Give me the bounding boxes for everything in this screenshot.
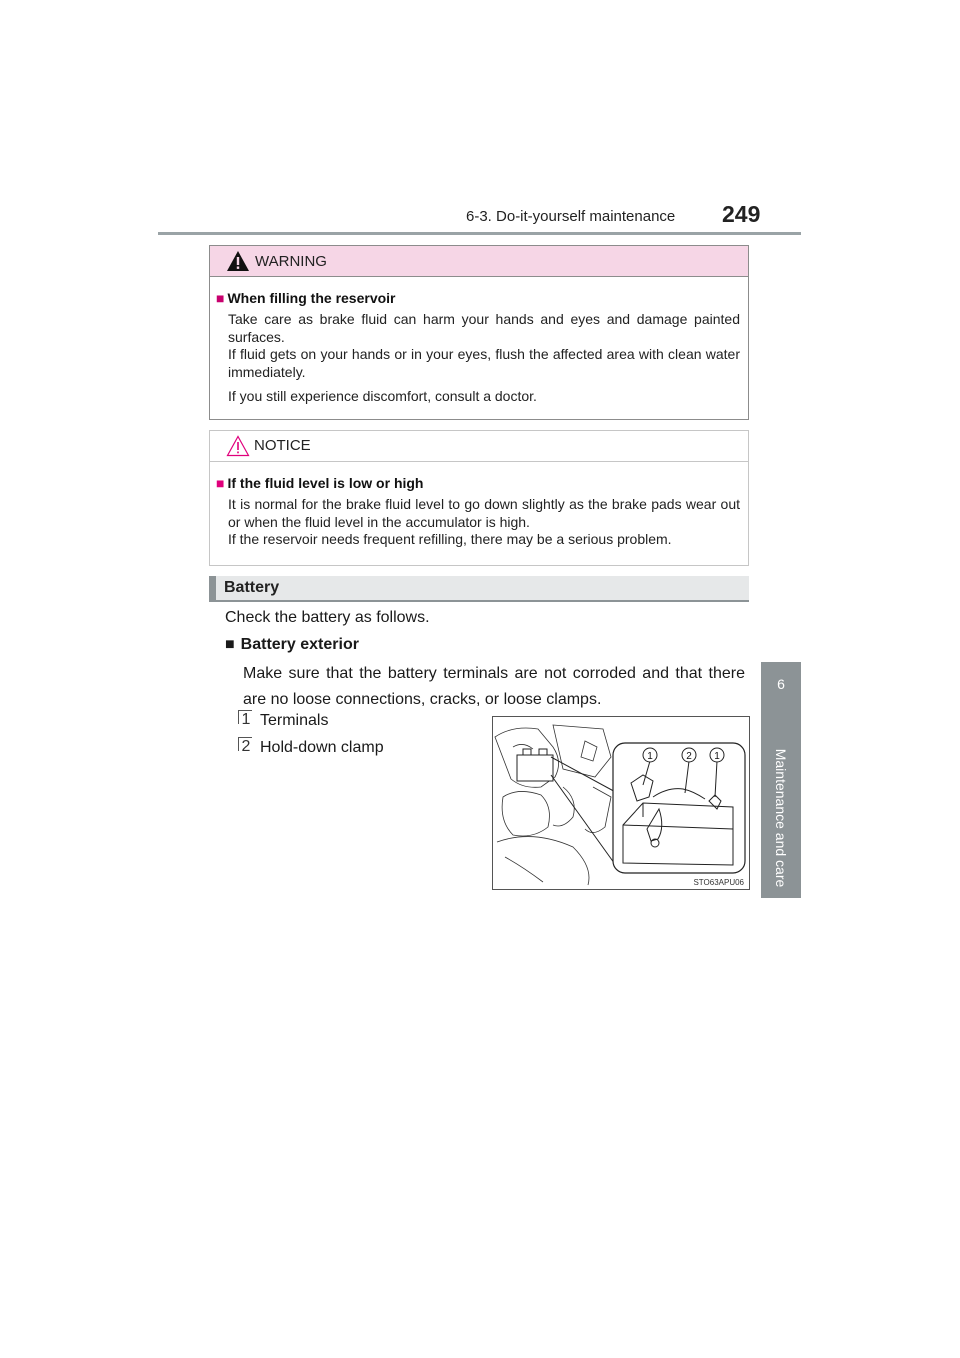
warning-title: ■ When filling the reservoir (216, 290, 396, 306)
chapter-label: Maintenance and care (773, 748, 789, 888)
notice-box (209, 430, 749, 566)
notice-label: NOTICE (254, 437, 311, 454)
item-number: 2 (238, 738, 254, 756)
battery-subheading: ■ Battery exterior (225, 636, 359, 653)
warning-paragraph: If fluid gets on your hands or in your eyes, flush the affected area with clean water immediately. (228, 346, 740, 380)
callout-number: 1 (714, 751, 720, 762)
item-label: Hold-down clamp (260, 739, 384, 756)
notice-title: ■ If the fluid level is low or high (216, 475, 424, 491)
warning-paragraph: Take care as brake fluid can harm your hands and eyes and damage painted surfaces. (228, 311, 740, 345)
section-title: 6-3. Do-it-yourself maintenance (466, 208, 676, 225)
header-rule (158, 232, 801, 235)
battery-intro: Check the battery as follows. (225, 609, 430, 626)
item-number: 1 (238, 711, 254, 729)
section-heading-battery (209, 576, 749, 602)
bullet-square-icon: ■ (225, 636, 235, 653)
warning-paragraph: If you still experience discomfort, consult a doctor. (228, 388, 537, 404)
bullet-square-icon: ■ (216, 290, 225, 306)
warning-box (209, 245, 749, 420)
battery-figure (492, 716, 750, 890)
battery-description: Make sure that the battery terminals are not corroded and that there are no loose connections, cracks, or loose clamps. (243, 665, 745, 708)
warning-header (210, 246, 748, 277)
warning-label: WARNING (255, 253, 327, 270)
bullet-square-icon: ■ (216, 475, 225, 491)
callout-number: 2 (686, 751, 692, 762)
warning-triangle-icon (226, 250, 250, 272)
notice-paragraph: It is normal for the brake fluid level to go down slightly as the brake pads wear out or when the fluid level in the accumulator is high. (228, 496, 740, 530)
notice-header (210, 431, 748, 462)
callout-number: 1 (647, 751, 653, 762)
notice-paragraph: If the reservoir needs frequent refilling, there may be a serious problem. (228, 531, 672, 547)
figure-caption: STO63APU06 (693, 878, 744, 887)
notice-triangle-icon (226, 435, 250, 457)
battery-illustration (493, 717, 749, 889)
page-number: 249 (722, 201, 761, 227)
heading-accent (209, 576, 216, 602)
item-label: Terminals (260, 712, 329, 729)
section-heading-text: Battery (224, 579, 280, 596)
chapter-number: 6 (777, 676, 785, 692)
